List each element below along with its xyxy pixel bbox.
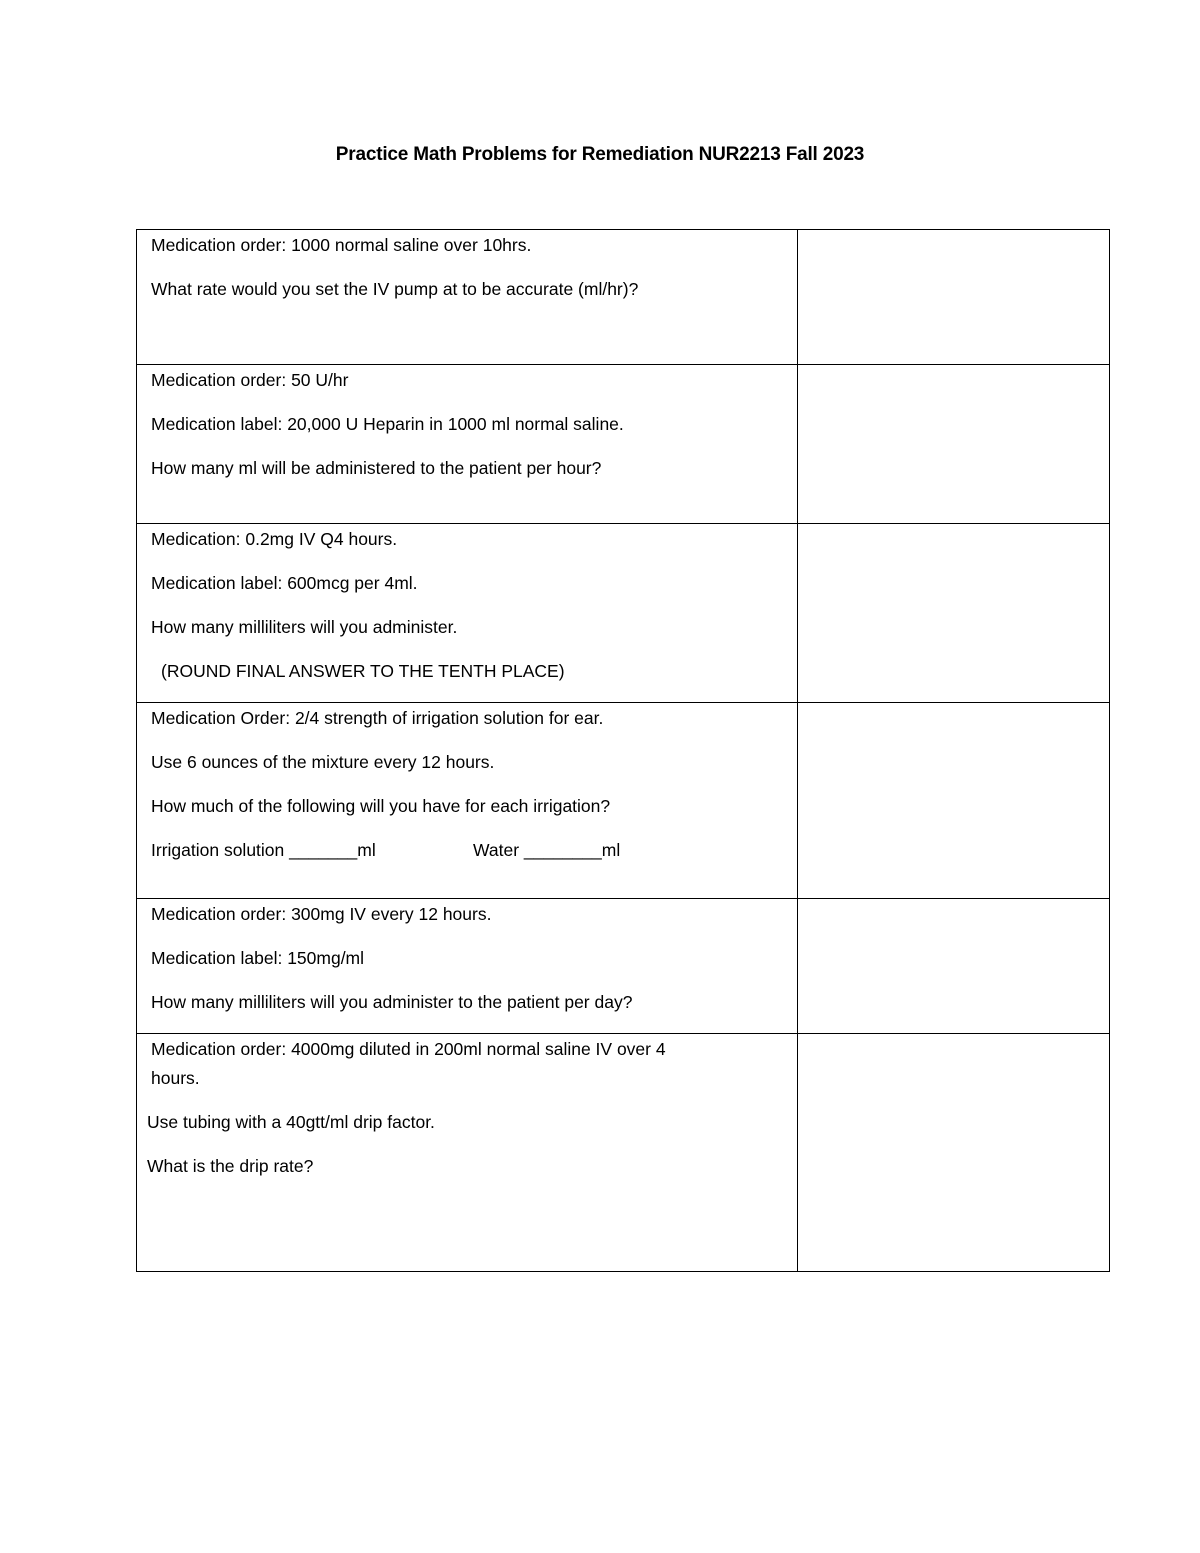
question-line: Medication order: 300mg IV every 12 hours. xyxy=(151,904,492,924)
answer-cell[interactable] xyxy=(798,524,1110,703)
water-blank[interactable]: Water ________ml xyxy=(473,840,621,860)
question-cell xyxy=(137,524,798,703)
question-line: Use tubing with a 40gtt/ml drip factor. xyxy=(147,1112,435,1132)
question-cell xyxy=(137,365,798,524)
question-line: hours. xyxy=(151,1068,200,1088)
question-line: Medication Order: 2/4 strength of irrigation solution for ear. xyxy=(151,708,604,728)
question-line: How many milliliters will you administer. xyxy=(151,617,458,637)
question-line: Medication label: 150mg/ml xyxy=(151,948,365,968)
table-row xyxy=(137,365,1110,524)
question-cell xyxy=(137,899,798,1034)
answer-cell[interactable] xyxy=(798,899,1110,1034)
rounding-instruction: (ROUND FINAL ANSWER TO THE TENTH PLACE) xyxy=(161,661,565,681)
answer-cell[interactable] xyxy=(798,365,1110,524)
question-line: Use 6 ounces of the mixture every 12 hours. xyxy=(151,752,495,772)
table-row xyxy=(137,703,1110,899)
question-cell xyxy=(137,1034,798,1272)
table-row xyxy=(137,899,1110,1034)
question-line: How many milliliters will you administer to the patient per day? xyxy=(151,992,633,1012)
question-line: Medication: 0.2mg IV Q4 hours. xyxy=(151,529,398,549)
question-line: What is the drip rate? xyxy=(147,1156,314,1176)
table-row xyxy=(137,230,1110,365)
question-cell xyxy=(137,703,798,899)
page-title: Practice Math Problems for Remediation NUR2213 Fall 2023 xyxy=(335,144,865,165)
question-line: How many ml will be administered to the patient per hour? xyxy=(151,458,602,478)
question-cell xyxy=(137,230,798,365)
table-row xyxy=(137,1034,1110,1272)
answer-cell[interactable] xyxy=(798,703,1110,899)
table-row xyxy=(137,524,1110,703)
question-line: Medication label: 20,000 U Heparin in 1000 ml normal saline. xyxy=(151,414,624,434)
question-line: Medication label: 600mcg per 4ml. xyxy=(151,573,418,593)
question-line: Medication order: 1000 normal saline over 10hrs. xyxy=(151,235,532,255)
question-line: How much of the following will you have for each irrigation? xyxy=(151,796,611,816)
problems-table xyxy=(136,229,1110,1272)
answer-cell[interactable] xyxy=(798,230,1110,365)
answer-cell[interactable] xyxy=(798,1034,1110,1272)
irrigation-solution-blank[interactable]: Irrigation solution _______ml xyxy=(151,840,376,860)
question-line: Medication order: 50 U/hr xyxy=(151,370,349,390)
question-line: What rate would you set the IV pump at to be accurate (ml/hr)? xyxy=(151,279,639,299)
question-line: Medication order: 4000mg diluted in 200ml normal saline IV over 4 xyxy=(151,1039,666,1059)
